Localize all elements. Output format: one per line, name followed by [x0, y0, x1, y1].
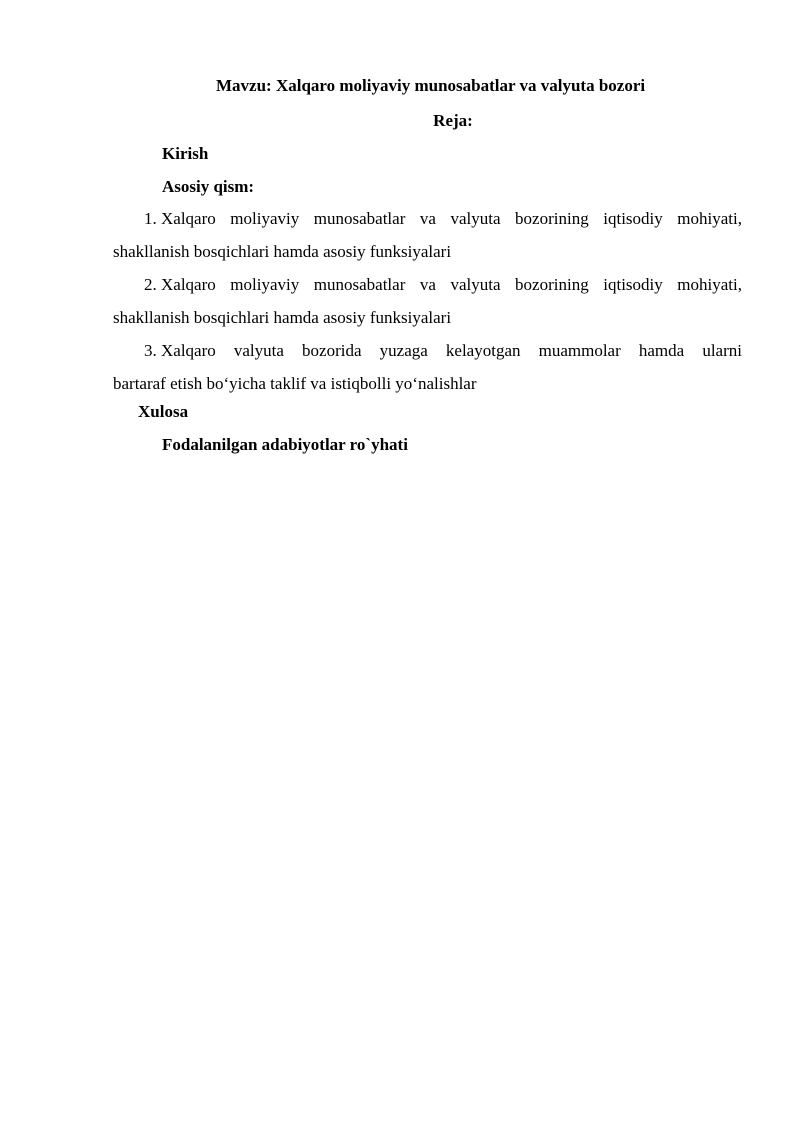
plan-item-3-number: 3. [144, 341, 157, 360]
plan-item-2-first-line [113, 268, 742, 301]
plan-item-2-number: 2. [144, 275, 157, 294]
plan-item-2-text-line1: Xalqaro moliyaviy munosabatlar va valyuta bozorining iqtisodiy mohiyati, [161, 275, 742, 294]
plan-item-1-text-line2: shakllanish bosqichlari hamda asosiy funksiyalari [113, 242, 452, 261]
plan-item-1-text-line1: Xalqaro moliyaviy munosabatlar va valyuta bozorining iqtisodiy mohiyati, [161, 209, 742, 228]
plan-item-1 [113, 202, 742, 268]
conclusion-heading: Xulosa [138, 402, 189, 421]
plan-item-1-number: 1. [144, 209, 157, 228]
plan-heading: Reja: [433, 111, 473, 130]
plan-item-2 [113, 268, 742, 334]
document-title: Mavzu: Xalqaro moliyaviy munosabatlar va valyuta bozori [216, 76, 646, 95]
references-heading: Fodalanilgan adabiyotlar ro`yhati [162, 435, 408, 454]
plan-item-1-first-line [113, 202, 742, 235]
plan-item-3-text-line1: Xalqaro valyuta bozorida yuzaga kelayotgan muammolar hamda ularni [161, 341, 742, 360]
plan-item-3 [113, 334, 742, 400]
plan-item-3-first-line [113, 334, 742, 367]
plan-item-3-text-line2: bartaraf etish bo‘yicha taklif va istiqbolli yo‘nalishlar [113, 374, 477, 393]
intro-heading: Kirish [162, 144, 209, 163]
plan-item-2-text-line2: shakllanish bosqichlari hamda asosiy funksiyalari [113, 308, 452, 327]
main-part-heading: Asosiy qism: [162, 177, 255, 196]
